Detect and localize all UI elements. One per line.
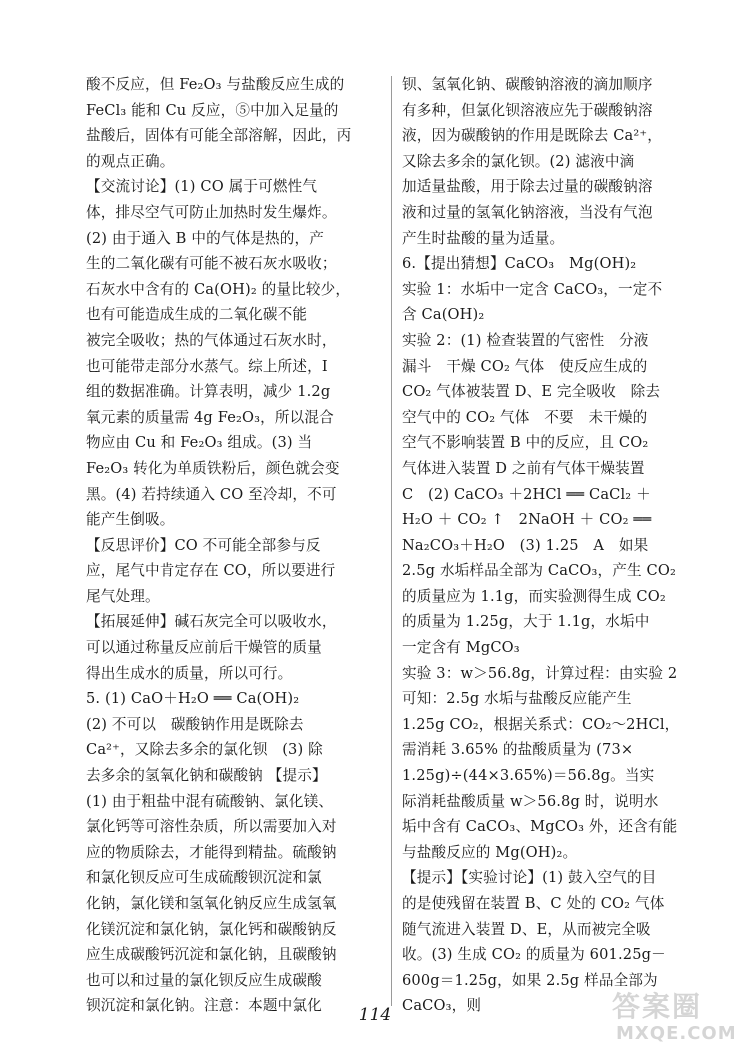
text-line: 600g＝1.25g，如果 2.5g 样品全部为 [402,971,658,989]
text-line: 收。(3) 生成 CO₂ 的质量为 601.25g－ [402,946,666,964]
text-line: 氯化钙等可溶性杂质，所以需要加入对 [86,818,337,836]
text-line: 生的二氧化碳有可能不被石灰水吸收； [86,255,337,273]
text-line: 2.5g 水垢样品全部为 CaCO₃，产生 CO₂ [402,562,676,580]
right-column [402,72,694,1019]
page-number: 114 [358,1005,392,1025]
text-line: 又除去多余的氯化钡。(2) 滤液中滴 [402,152,635,170]
text-line: 加适量盐酸，用于除去过量的碳酸钠溶 [402,178,653,196]
text-line: 钡、氢氧化钠、碳酸钠溶液的滴加顺序 [402,76,653,93]
text-line: 实验 3：w＞56.8g，计算过程：由实验 2 [402,664,678,682]
text-line: 1.25g)÷(44×3.65%)＝56.8g。当实 [402,767,655,785]
text-line: 物应由 Cu 和 Fe₂O₃ 组成。(3) 当 [86,434,313,452]
text-line: 盐酸后，固体有可能全部溶解，因此，丙 [86,127,352,145]
text-line: 产生时盐酸的量为适量。 [402,229,565,247]
text-line: 际消耗盐酸质量 w＞56.8g 时，说明水 [402,792,659,810]
text-line: 可知：2.5g 水垢与盐酸反应能产生 [402,690,632,708]
watermark-text-top: 答案圈 [612,990,703,1023]
text-line: H₂O ＋ CO₂ ↑ 2NaOH ＋ CO₂ ══ [402,511,652,529]
text-line: 的是使残留在装置 B、C 处的 CO₂ 气体 [402,895,665,912]
text-line: 的质量为 1.25g，大于 1.1g，水垢中 [402,613,650,631]
text-line: 液和过量的氢氧化钠溶液，当没有气泡 [402,203,653,221]
text-line: 需消耗 3.65% 的盐酸质量为 (73× [402,741,634,759]
text-line: 空气不影响装置 B 中的反应，且 CO₂ [402,434,649,452]
text-line: C (2) CaCO₃ ＋2HCl ══ CaCl₂ ＋ [402,485,651,503]
text-line: (2) 由于通入 B 中的气体是热的，产 [86,229,325,247]
text-line: 的观点正确。 [86,152,175,170]
text-line: Na₂CO₃＋H₂O (3) 1.25 A 如果 [402,536,649,554]
text-line: (2) 不可以 碳酸钠作用是既除去 [86,715,304,733]
column-divider [391,76,392,1006]
text-line: (1) 由于粗盐中混有硫酸钠、氯化镁、 [86,792,334,810]
watermark-text-bottom: MXQE.COM [616,1023,737,1044]
text-line: Fe₂O₃ 转化为单质铁粉后，颜色就会变 [86,459,340,477]
text-line: 含 Ca(OH)₂ [402,306,485,324]
text-line: 有多种，但氯化钡溶液应先于碳酸钠溶 [402,101,653,119]
text-line: 也可以和过量的氯化钡反应生成碳酸 [86,971,322,989]
text-line: 化镁沉淀和氯化钠，氯化钙和碳酸钠反 [86,920,337,938]
text-line: 气体进入装置 D 之前有气体干燥装置 [402,459,645,477]
watermark-logo [606,985,736,1049]
text-line: 可以通过称量反应前后干燥管的质量 [86,639,322,657]
text-line: 也有可能造成生成的二氧化碳不能 [86,306,308,324]
text-line: 【提示】【实验讨论】(1) 鼓入空气的目 [402,869,657,887]
text-line: 得出生成水的质量，所以可行。 [86,664,293,682]
text-line: 也可能带走部分水蒸气。综上所述，Ⅰ [86,357,328,375]
text-line: 实验 1：水垢中一定含 CaCO₃，一定不 [402,280,663,298]
text-line: 和氯化钡反应可生成硫酸钡沉淀和氯 [86,869,322,887]
text-line: 应，尾气中肯定存在 CO，所以要进行 [86,562,336,580]
text-line: CO₂ 气体被装置 D、E 完全吸收 除去 [402,383,661,401]
left-column [86,72,380,1019]
text-line: 酸不反应，但 Fe₂O₃ 与盐酸反应生成的 [86,76,345,93]
text-line: 应的物质除去，才能得到精盐。硫酸钠 [86,843,337,861]
text-line: 【反思评价】CO 不可能全部参与反 [86,536,321,554]
text-line: 5. (1) CaO＋H₂O ══ Ca(OH)₂ [86,690,300,708]
text-line: 随气流进入装置 D、E，从而被完全吸 [402,920,651,938]
text-line: 6.【提出猜想】CaCO₃ Mg(OH)₂ [402,255,637,273]
text-line: 石灰水中含有的 Ca(OH)₂ 的量比较少， [86,280,351,298]
text-line: 被完全吸收；热的气体通过石灰水时， [86,331,337,349]
text-line: 钡沉淀和氯化钠。注意：本题中氯化 [86,997,322,1015]
text-line: 漏斗 干燥 CO₂ 气体 使反应生成的 [402,357,648,375]
text-line: 尾气处理。 [86,587,160,605]
text-line: 化钠，氯化镁和氢氧化钠反应生成氢氧 [86,895,337,912]
text-line: 与盐酸反应的 Mg(OH)₂。 [402,843,578,861]
text-line: 液，因为碳酸钠的作用是既除去 Ca²⁺， [402,127,662,145]
text-line: 一定含有 MgCO₃ [402,639,520,657]
text-line: Ca²⁺，又除去多余的氯化钡 (3) 除 [86,741,323,759]
text-line: 体，排尽空气可防止加热时发生爆炸。 [86,203,337,221]
text-line: 应生成碳酸钙沉淀和氯化钠，且碳酸钠 [86,946,337,964]
text-line: 氧元素的质量需 4g Fe₂O₃，所以混合 [86,408,334,426]
text-line: FeCl₃ 能和 Cu 反应，⑤中加入足量的 [86,101,339,119]
text-line: 实验 2：(1) 检查装置的气密性 分液 [402,331,649,349]
text-line: 1.25g CO₂，根据关系式：CO₂～2HCl， [402,715,680,733]
text-line: 【交流讨论】(1) CO 属于可燃性气 [86,178,318,196]
text-line: 组的数据准确。计算表明，减少 1.2g [86,383,331,401]
text-line: 去多余的氢氧化钠和碳酸钠 【提示】 [86,767,327,785]
text-line: 能产生倒吸。 [86,511,175,529]
text-line: CaCO₃，则 [402,997,482,1015]
text-line: 【拓展延伸】碱石灰完全可以吸收水， [86,613,337,631]
text-line: 黑。(4) 若持续通入 CO 至冷却，不可 [86,485,337,503]
text-line: 的质量应为 1.1g，而实验测得生成 CO₂ [402,587,666,605]
text-line: 空气中的 CO₂ 气体 不要 未干燥的 [402,408,648,426]
text-line: 垢中含有 CaCO₃、MgCO₃ 外，还含有能 [402,818,678,836]
